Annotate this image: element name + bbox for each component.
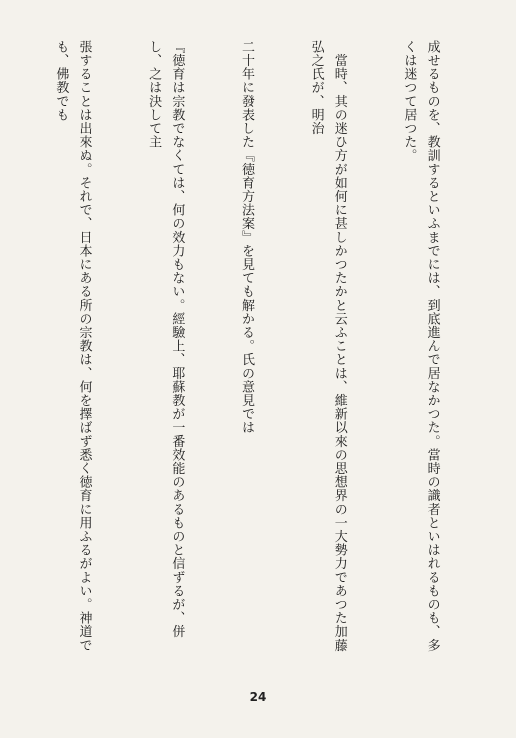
vertical-text-body — [20, 40, 490, 660]
text-column-5: 張することは出來ぬ。それで、日本にある所の宗教は、何を擇ばず悉く徳育に用ふるがよい。神道でも、佛教でも — [53, 40, 92, 652]
text-column-2: 當時、其の迷ひ方が如何に甚しかつたかと云ふことは、維新以來の思想界の一大勢力であつた加藤弘之氏が、明治 — [308, 40, 347, 652]
page-number: 24 — [249, 690, 267, 704]
text-column-4: 『徳育は宗教でなくては、何の效力もない。經驗上、耶蘇教が一番效能のあるものと信ずるが、併し、之は決して主 — [146, 40, 185, 639]
text-column-3: 二十年に發表した『徳育方法案』を見ても解かる。氏の意見では — [238, 40, 254, 435]
text-column-1: 成せるものを、教訓するといふまでには、到底進んで居なかつた。當時の識者といはれるものも、多くは迷つて居つた。 — [401, 40, 440, 652]
